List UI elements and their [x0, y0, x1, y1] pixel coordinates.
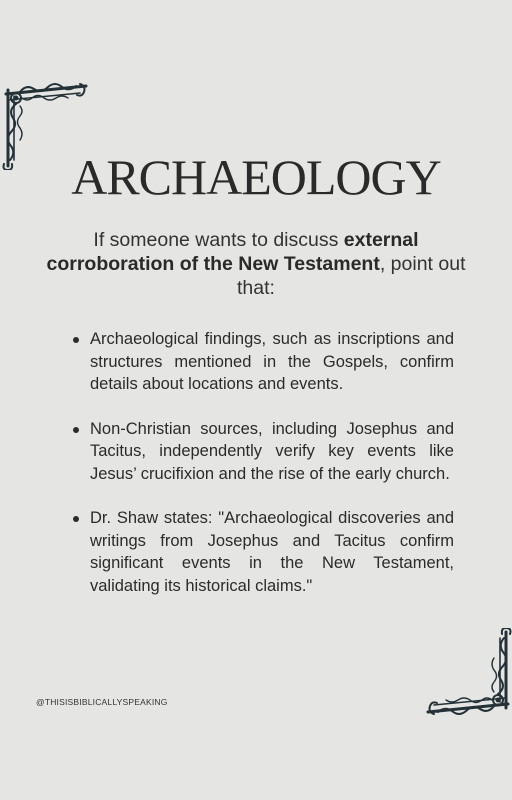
list-item — [70, 328, 454, 396]
list-item-text: Non-Christian sources, including Josephus and Tacitus, independently verify key events like Jesus’ crucifixion and the rise of the early church. — [90, 419, 454, 483]
list-item — [70, 418, 454, 486]
intro-prefix: If someone wants to discuss — [93, 229, 344, 251]
bullet-icon — [73, 337, 79, 343]
list-item — [70, 507, 454, 597]
page-title: ARCHAEOLOGY — [71, 149, 441, 205]
bullet-icon — [73, 516, 79, 522]
list-item-text: Dr. Shaw states: "Archaeological discoveries and writings from Josephus and Tacitus confirm significant events in the New Testament, validating its historical claims." — [90, 509, 454, 595]
ornamental-corner-bottom-right-icon — [422, 628, 512, 720]
bullet-list — [70, 328, 454, 619]
intro-bold-phrase: external corroboration of the New Testament — [46, 229, 419, 275]
list-item-text: Archaeological findings, such as inscriptions and structures mentioned in the Gospels, confirm details about locations and events. — [90, 330, 454, 393]
bullet-icon — [73, 427, 79, 433]
intro-suffix: , point out that: — [237, 253, 466, 299]
intro-text — [40, 228, 472, 300]
social-handle: @THISISBIBLICALLYSPEAKING — [36, 697, 168, 707]
